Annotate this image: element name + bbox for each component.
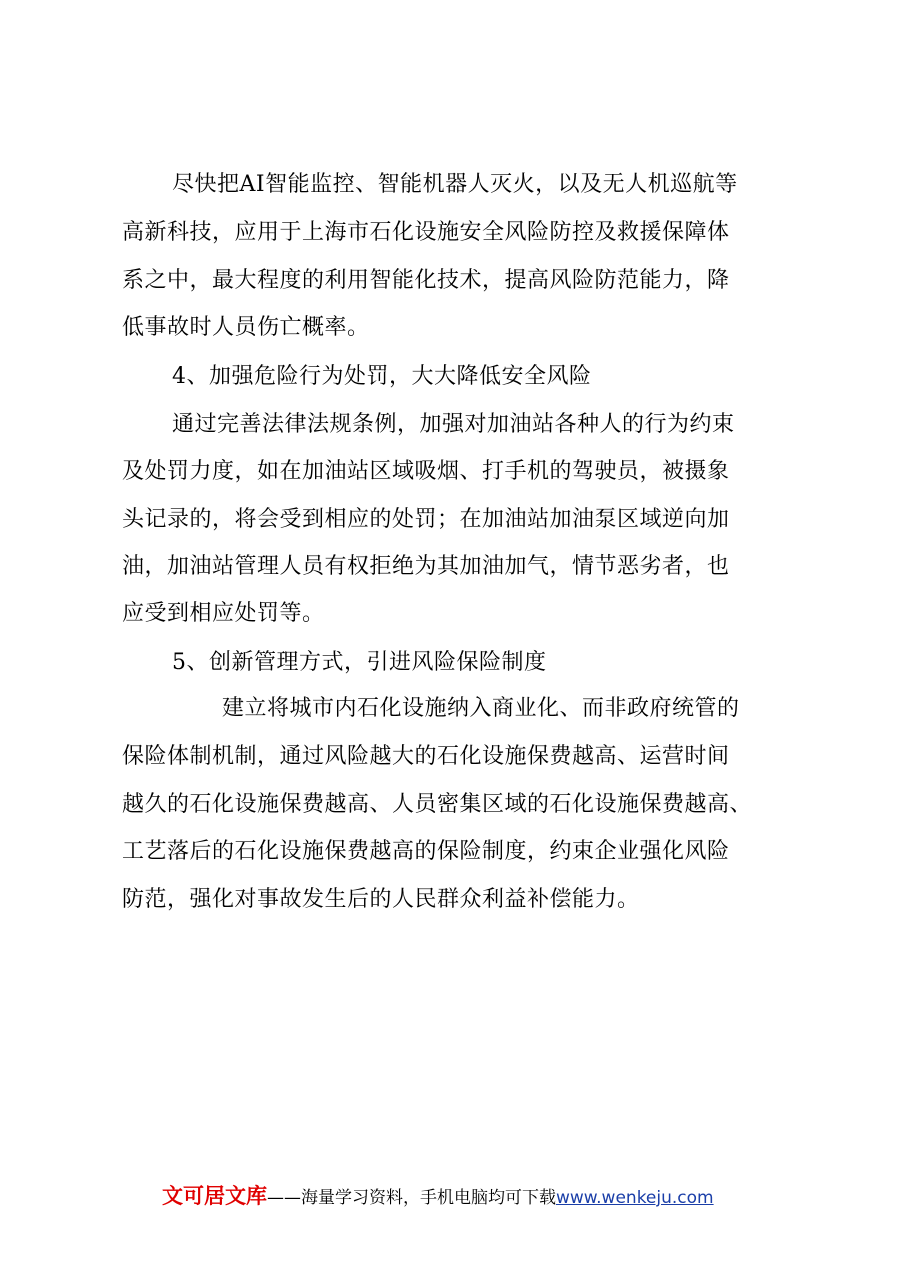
footer-banner	[162, 1182, 714, 1212]
body-line-14: 越久的石化设施保费越高、人员密集区域的石化设施保费越高、	[122, 792, 753, 817]
body-line-13: 保险体制机制，通过风险越大的石化设施保费越高、运营时间	[122, 744, 730, 769]
section-heading-4: 4、加强危险行为处罚，大大降低安全风险	[172, 364, 592, 389]
brand-logo-text: 文可居文库	[162, 1184, 267, 1208]
body-line-10: 应受到相应处罚等。	[122, 601, 325, 626]
footer-tagline: ——海量学习资料，手机电脑均可下载	[267, 1188, 556, 1208]
body-line-8: 头记录的，将会受到相应的处罚；在加油站加油泵区域逆向加	[122, 507, 730, 532]
body-line-2: 高新科技，应用于上海市石化设施安全风险防控及救援保障体	[122, 220, 730, 245]
body-line-3: 系之中，最大程度的利用智能化技术，提高风险防范能力，降	[122, 268, 730, 293]
body-line-15: 工艺落后的石化设施保费越高的保险制度，约束企业强化风险	[122, 839, 730, 864]
body-line-4: 低事故时人员伤亡概率。	[122, 315, 370, 340]
body-line-6: 通过完善法律法规条例，加强对加油站各种人的行为约束	[172, 412, 735, 437]
body-line-7: 及处罚力度，如在加油站区域吸烟、打手机的驾驶员，被摄象	[122, 459, 730, 484]
body-line-16: 防范，强化对事故发生后的人民群众利益补偿能力。	[122, 887, 640, 912]
website-link[interactable]: www.wenkeju.com	[556, 1188, 714, 1208]
section-heading-5: 5、创新管理方式，引进风险保险制度	[172, 650, 547, 675]
body-line-9: 油，加油站管理人员有权拒绝为其加油加气，情节恶劣者，也	[122, 554, 730, 579]
body-line-12: 建立将城市内石化设施纳入商业化、而非政府统管的	[222, 696, 740, 721]
body-line-1: 尽快把AI智能监控、智能机器人灭火，以及无人机巡航等	[172, 172, 738, 197]
